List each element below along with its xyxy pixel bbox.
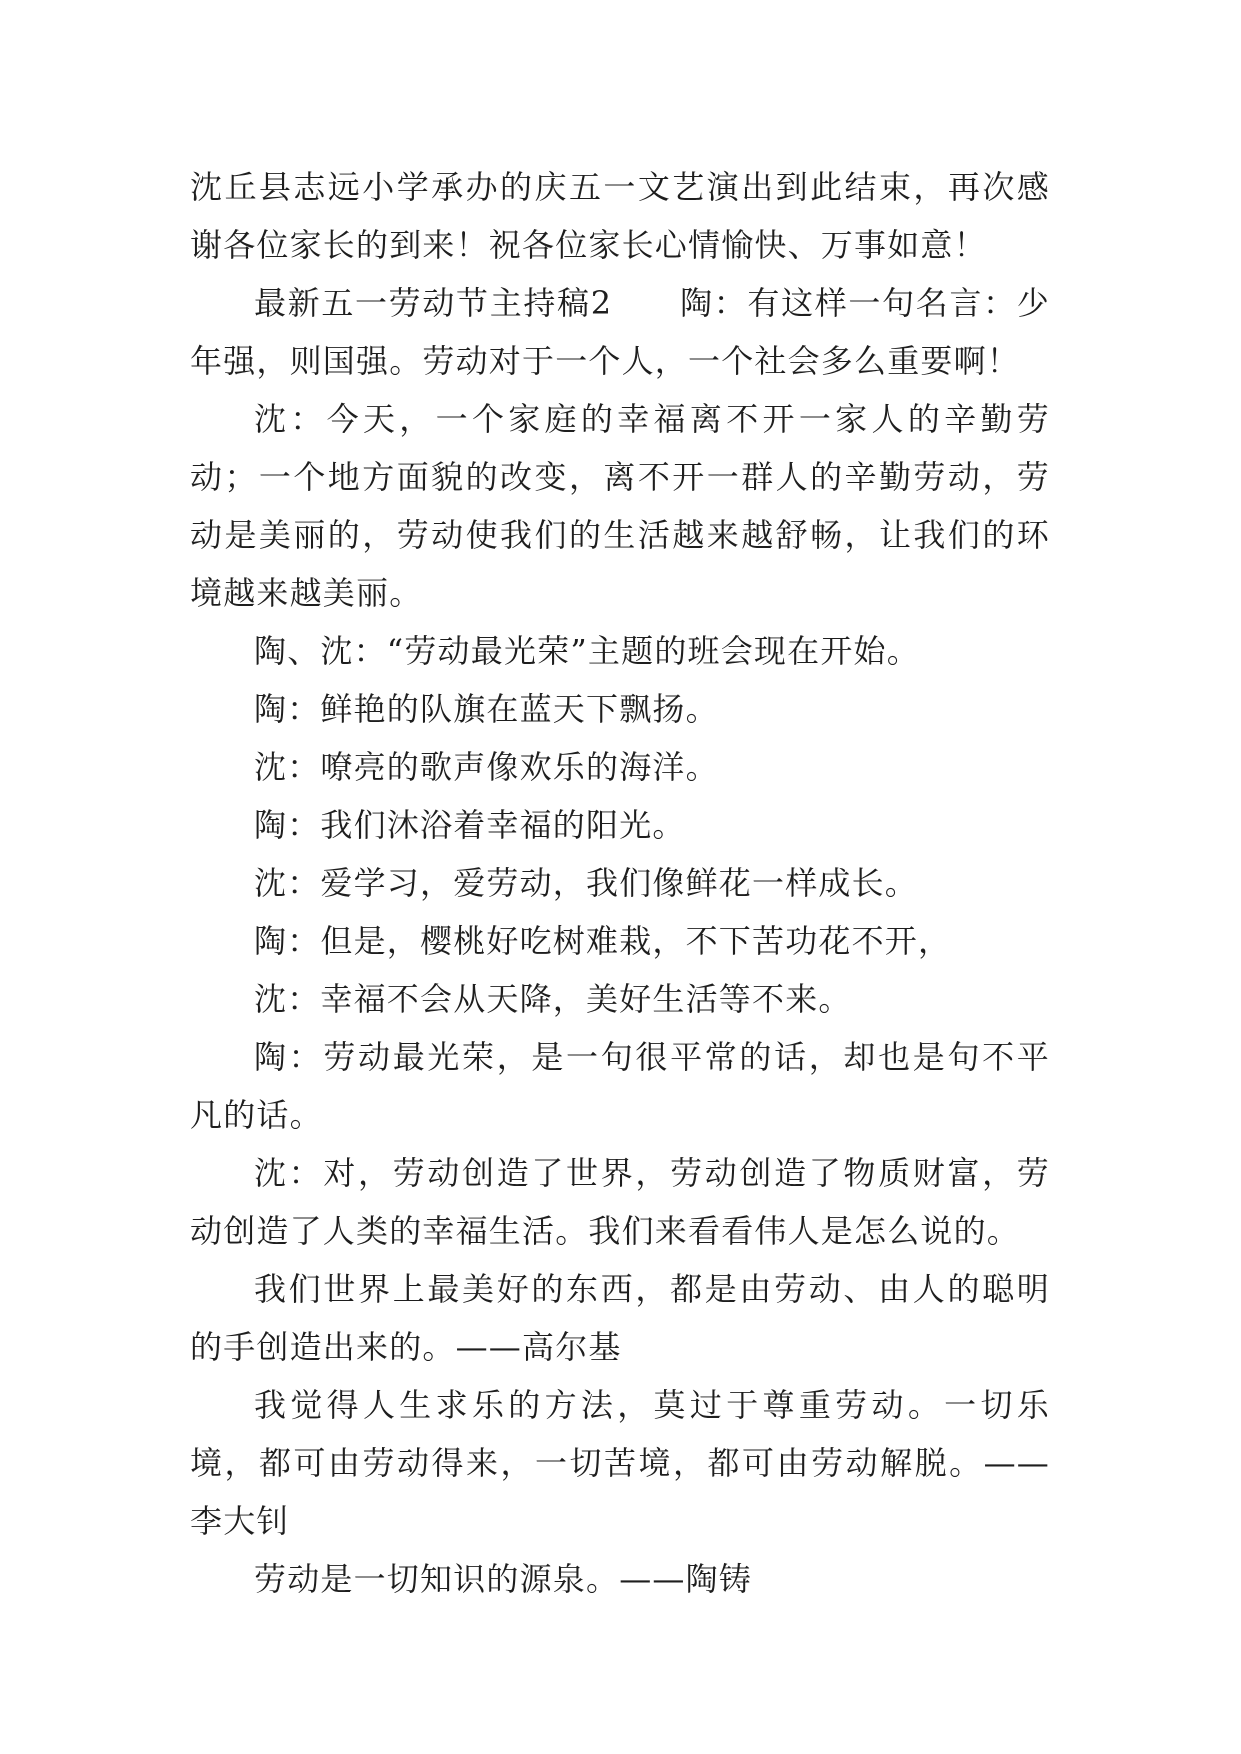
paragraph: 沈丘县志远小学承办的庆五一文艺演出到此结束，再次感谢各位家长的到来！祝各位家长心情愉快、万事如意！ (190, 168, 1050, 264)
document-body (190, 158, 1050, 1608)
paragraph: 沈：嘹亮的歌声像欢乐的海洋。 (254, 748, 719, 786)
paragraph: 沈：幸福不会从天降，美好生活等不来。 (254, 980, 852, 1018)
quote-paragraph: 劳动是一切知识的源泉。——陶铸 (254, 1560, 753, 1598)
paragraph: 陶：劳动最光荣，是一句很平常的话，却也是句不平凡的话。 (190, 1038, 1050, 1134)
paragraph: 沈：今天，一个家庭的幸福离不开一家人的辛勤劳动；一个地方面貌的改变，离不开一群人的辛勤劳动，劳动是美丽的，劳动使我们的生活越来越舒畅，让我们的环境越来越美丽。 (190, 400, 1050, 612)
paragraph: 陶：我们沐浴着幸福的阳光。 (254, 806, 686, 844)
paragraph: 沈：对，劳动创造了世界，劳动创造了物质财富，劳动创造了人类的幸福生活。我们来看看伟人是怎么说的。 (190, 1154, 1050, 1250)
paragraph: 陶、沈：“劳动最光荣”主题的班会现在开始。 (254, 632, 920, 670)
paragraph: 沈：爱学习，爱劳动，我们像鲜花一样成长。 (254, 864, 919, 902)
paragraph: 陶：鲜艳的队旗在蓝天下飘扬。 (254, 690, 719, 728)
quote-paragraph: 我觉得人生求乐的方法，莫过于尊重劳动。一切乐境，都可由劳动得来，一切苦境，都可由劳动解脱。——李大钊 (190, 1386, 1050, 1540)
paragraph: 最新五一劳动节主持稿2 陶：有这样一句名言：少年强，则国强。劳动对于一个人，一个社会多么重要啊！ (190, 284, 1050, 380)
quote-paragraph: 我们世界上最美好的东西，都是由劳动、由人的聪明的手创造出来的。——高尔基 (190, 1270, 1050, 1366)
paragraph: 陶：但是，樱桃好吃树难栽，不下苦功花不开， (254, 922, 952, 960)
